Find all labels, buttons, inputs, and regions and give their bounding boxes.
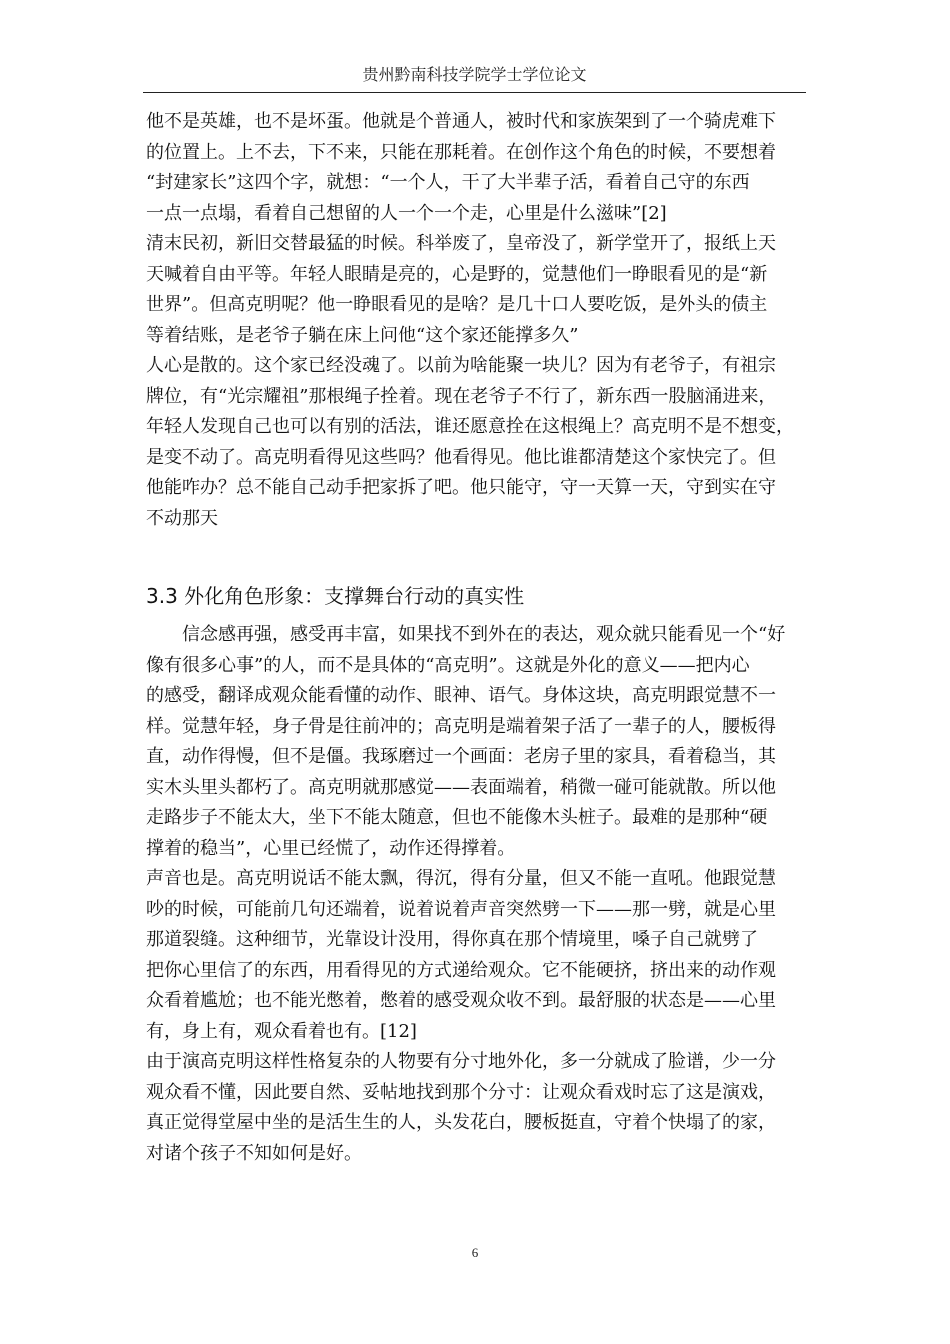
- text-line: “封建家长”这四个字，就想：“一个人，干了大半辈子活，看着自己守的东西: [146, 172, 750, 193]
- text-line: 实木头里头都朽了。高克明就那感觉——表面端着，稍微一碰可能就散。所以他: [146, 776, 776, 798]
- text-line: 他能咋办？总不能自己动手把家拆了吧。他只能守，守一天算一天，守到实在守: [146, 477, 776, 498]
- paragraph-block-after-heading: [146, 620, 808, 1169]
- running-header: 贵州黔南科技学院学士学位论文: [362, 65, 587, 84]
- text-line: 他不是英雄，也不是坏蛋。他就是个普通人，被时代和家族架到了一个骑虎难下: [146, 111, 776, 132]
- text-line: 年轻人发现自己也可以有别的活法，谁还愿意拴在这根绳上？高克明不是不想变，: [146, 416, 794, 437]
- text-line: 有，身上有，观众看着也有。[12]: [146, 1020, 417, 1042]
- text-line: 直，动作得慢，但不是僵。我琢磨过一个画面：老房子里的家具，看着稳当，其: [146, 746, 776, 767]
- text-line: 是变不动了。高克明看得见这些吗？他看得见。他比谁都清楚这个家快完了。但: [146, 446, 776, 468]
- text-line: 对诸个孩子不知如何是好。: [146, 1142, 362, 1164]
- text-line: 世界”。但高克明呢？他一睁眼看见的是啥？是几十口人要吃饭，是外头的债主: [146, 294, 768, 315]
- text-line: 把你心里信了的东西，用看得见的方式递给观众。它不能硬挤，挤出来的动作观: [146, 959, 776, 981]
- text-line: 那道裂缝。这种细节，光靠设计没用，得你真在那个情境里，嗓子自己就劈了: [146, 929, 758, 950]
- section-gap: [146, 534, 808, 576]
- paragraph-block-before-heading: [146, 107, 808, 534]
- text-line: 走路步子不能太大，坐下不能太随意，但也不能像木头桩子。最难的是那种“硬: [146, 807, 768, 828]
- text-line: 撑着的稳当”，心里已经慌了，动作还得撑着。: [146, 837, 516, 859]
- section-heading: 3.3 外化角色形象：支撑舞台行动的真实性: [146, 584, 525, 608]
- text-line: 的感受，翻译成观众能看懂的动作、眼神、语气。身体这块，高克明跟觉慧不一: [146, 685, 776, 706]
- text-line: 吵的时候，可能前几句还端着，说着说着声音突然劈一下——那一劈，就是心里: [146, 898, 776, 920]
- text-line: 信念感再强，感受再丰富，如果找不到外在的表达，观众就只能看见一个“好: [182, 624, 786, 645]
- text-line: 等着结账，是老爷子躺在床上问他“这个家还能撑多久”: [146, 324, 579, 346]
- text-line: 不动那天: [146, 507, 218, 529]
- text-line: 样。觉慧年轻，身子骨是往前冲的；高克明是端着架子活了一辈子的人，腰板得: [146, 715, 776, 737]
- text-line: 一点一点塌，看着自己想留的人一个一个走，心里是什么滋味”[2]: [146, 202, 667, 224]
- text-line: 声音也是。高克明说话不能太飘，得沉，得有分量，但又不能一直吼。他跟觉慧: [146, 868, 776, 889]
- text-line: 像有很多心事”的人，而不是具体的“高克明”。这就是外化的意义——把内心: [146, 654, 750, 676]
- page-body: [146, 107, 808, 1169]
- text-line: 真正觉得堂屋中坐的是活生生的人，头发花白，腰板挺直，守着个快塌了的家，: [146, 1112, 776, 1133]
- text-line: 众看着尴尬；也不能光憋着，憋着的感受观众收不到。最舒服的状态是——心里: [146, 990, 776, 1011]
- text-line: 的位置上。上不去，下不来，只能在那耗着。在创作这个角色的时候，不要想着: [146, 141, 776, 163]
- text-line: 天喊着自由平等。年轻人眼睛是亮的，心是野的，觉慧他们一睁眼看见的是“新: [146, 263, 768, 285]
- text-line: 牌位，有“光宗耀祖”那根绳子拴着。现在老爷子不行了，新东西一股脑涌进来，: [146, 385, 777, 407]
- page-number: 6: [471, 1245, 479, 1260]
- text-line: 人心是散的。这个家已经没魂了。以前为啥能聚一块儿？因为有老爷子，有祖宗: [146, 355, 776, 376]
- text-line: 观众看不懂，因此要自然、妥帖地找到那个分寸：让观众看戏时忘了这是演戏，: [146, 1081, 776, 1103]
- header-rule: [143, 92, 806, 93]
- text-line: 由于演高克明这样性格复杂的人物要有分寸地外化，多一分就成了脸谱，少一分: [146, 1051, 776, 1072]
- text-line: 清末民初，新旧交替最猛的时候。科举废了，皇帝没了，新学堂开了，报纸上天: [146, 233, 776, 254]
